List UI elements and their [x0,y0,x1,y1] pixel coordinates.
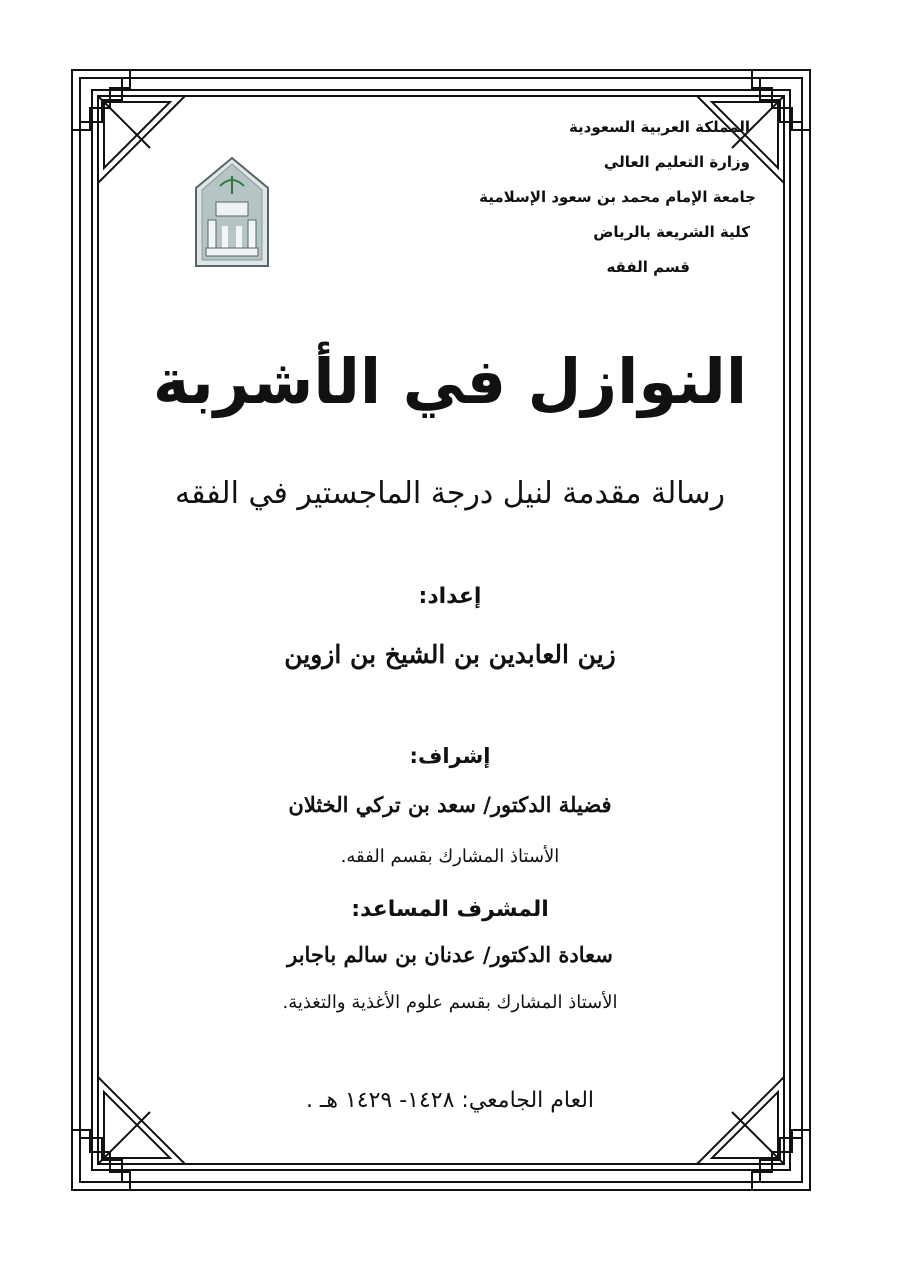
header-line-college: كلية الشريعة بالرياض [593,223,750,241]
prepared-by-label: إعداد: [418,584,482,609]
author-name: زين العابدين بن الشيخ بن ازوين [284,640,616,669]
header-line-kingdom: المملكة العربية السعودية [568,118,750,136]
header-line-ministry: وزارة التعليم العالي [603,153,750,171]
supervisor-title: الأستاذ المشارك بقسم الفقه. [340,846,560,867]
university-crest-icon [194,156,270,268]
assistant-supervisor-name: سعادة الدكتور/ عدنان بن سالم باجابر [287,942,613,967]
academic-year: العام الجامعي: ١٤٢٨- ١٤٢٩ هـ . [305,1088,595,1113]
header-line-university: جامعة الإمام محمد بن سعود الإسلامية [479,188,756,206]
header-line-department: قسم الفقه [606,258,690,276]
institution-header [430,110,756,285]
supervision-label: إشراف: [409,744,491,768]
thesis-subtitle: رسالة مقدمة لنيل درجة الماجستير في الفقه [175,476,725,511]
assistant-supervisor-label: المشرف المساعد: [351,897,549,922]
assistant-supervisor-title: الأستاذ المشارك بقسم علوم الأغذية والتغذية. [282,992,618,1013]
supervisor-name: فضيلة الدكتور/ سعد بن تركي الخثلان [288,792,612,817]
thesis-title: النوازل في الأشربة [152,345,748,418]
